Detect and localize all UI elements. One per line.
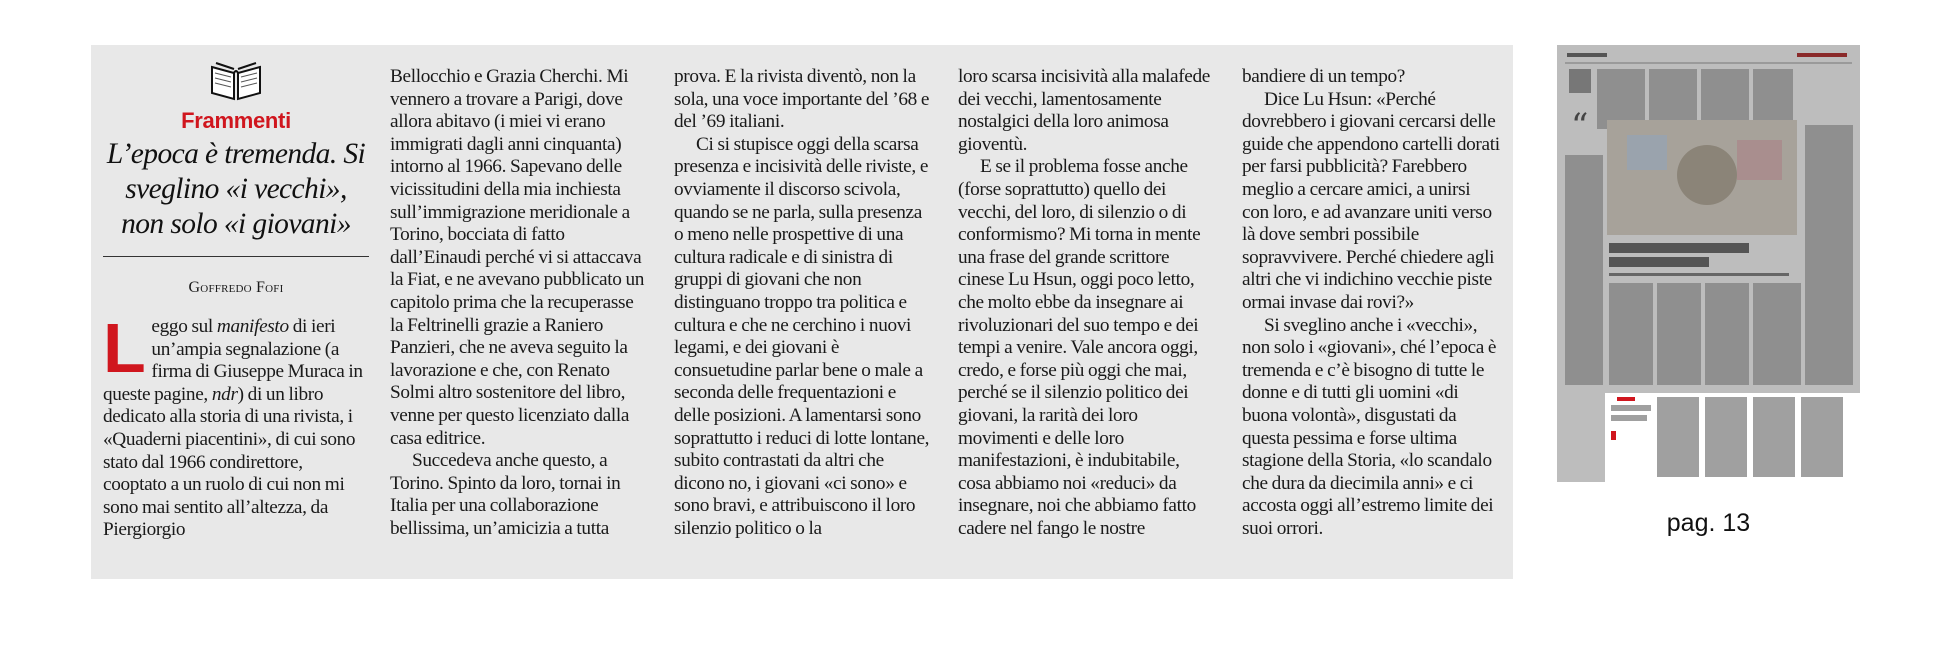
lead-text: eggo sul	[151, 316, 217, 337]
paragraph: bandiere di un tempo?	[1242, 66, 1406, 87]
page-thumbnail[interactable]	[1557, 45, 1860, 482]
article-lead-paragraph	[103, 309, 369, 542]
lead-italic-manifesto: manifesto	[216, 316, 289, 337]
article-headline: L’epoca è tremenda. Si sveglino «i vecchi», non solo «i giovani»	[106, 138, 366, 240]
article-byline: Goffredo Fofi	[188, 279, 284, 296]
lead-text: di ieri un’ampia segnalazione (a firma di Giuseppe Muraca in queste pagine,	[103, 316, 363, 405]
paragraph: Bellocchio e Grazia Cherchi. Mi vennero a trovare a Parigi, dove allora abitavo (i miei vi erano immigrati dagli anni cinquanta) intorno al 1966. Sapevano delle vicissitudini della mia inchiesta sull’immigrazione meridionale a Torino, bocciata di fatto dall’Einaudi perché vi si attaccava la Fiat, e ne avevano pubblicato un capitolo prima che la recuperasse la Feltrinelli grazie a Raniero Panzieri, che ne aveva seguito la lavorazione e che, con Renato Solmi altro sostenitore del libro, venne per questo licenziato dalla casa editrice.	[390, 66, 645, 449]
page-number-label: pag. 13	[1666, 509, 1751, 537]
paragraph: loro scarsa incisività alla malafede dei vecchi, lamentosamente nostalgici della loro animosa gioventù.	[958, 66, 1211, 155]
drop-cap: L	[103, 309, 146, 387]
article-column-3	[674, 66, 932, 540]
open-book-icon	[206, 57, 266, 103]
article-column-5	[1242, 66, 1500, 540]
paragraph: prova. E la rivista diventò, non la sola, una voce importante del ’68 e del ’69 italiani.	[674, 66, 930, 133]
svg-text:“: “	[1571, 106, 1589, 146]
page-thumbnail-image	[1557, 45, 1860, 482]
paragraph: Dice Lu Hsun: «Perché dovrebbero i giovani cercarsi delle guide che appendono cartelli dorati per farsi pubblicità? Farebbero meglio a cercare amici, a unirsi con loro, e ad avanzare uniti verso là dove sembri possibile sopravvivere. Perché chiedere agli altri che vi indichino vecchie piste ormai invase dai rovi?»	[1242, 88, 1500, 313]
article-lead-column	[103, 57, 369, 542]
article-column-2	[390, 66, 648, 540]
paragraph: E se il problema fosse anche (forse soprattutto) quello dei vecchi, del loro, di silenzio o di conformismo? Mi torna in mente una frase del grande scrittore cinese Lu Hsun, oggi poco letto, che molto ebbe da insegnare ai rivoluzionari del suo tempo e dei tempi a venire. Vale ancora oggi, credo, e forse più oggi che mai, perché se il silenzio politico dei giovani, la rarità dei loro movimenti e delle loro manifestazioni, è indubitabile, cosa abbiamo noi «reduci» da insegnare, noi che abbiamo fatto cadere nel fango le nostre	[958, 156, 1201, 539]
article-column-4	[958, 66, 1216, 540]
paragraph: Ci si stupisce oggi della scarsa presenza e incisività delle riviste, e ovviamente il discorso scivola, quando se ne parla, sulla presenza o meno nelle prospettive di una cultura radicale e di sinistra di gruppi di giovani che non distinguano troppo tra politica e cultura e che ne cerchino i nuovi legami, e dei giovani è consuetudine parlar bene o male a seconda delle frequentazioni e delle posizioni. A lamentarsi sono soprattutto i reduci di lotte lontane, subito contrastati da altri che dicono no, i giovani «ci sono» e sono bravi, e attribuiscono il loro silenzio politico o la	[674, 133, 930, 539]
section-kicker: Frammenti	[181, 108, 291, 133]
article-clipping	[91, 45, 1513, 579]
headline-divider	[103, 256, 369, 257]
lead-italic-ndr: ndr	[211, 383, 238, 405]
lead-text: ) di un libro dedicato alla storia di una rivista, i «Quaderni piacentini», di cui sono stato dal 1966 condirettore, cooptato a un ruolo di cui non mi sono mai sentito all’altezza, da Piergiorgio	[103, 383, 356, 541]
paragraph: Succedeva anche questo, a Torino. Spinto da loro, tornai in Italia per una collaborazione bellissima, un’amicizia a tutta	[390, 450, 621, 539]
paragraph: Si sveglino anche i «vecchi», non solo i «giovani», ché l’epoca è tremenda e c’è bisogno di tutte le donne e di tutti gli uomini «di buona volontà», disgustati da questa pessima e forse ultima stagione della Storia, «lo scandalo che dura da diecimila anni» e ci accosta oggi all’estremo limite dei suoi orrori.	[1242, 314, 1497, 539]
